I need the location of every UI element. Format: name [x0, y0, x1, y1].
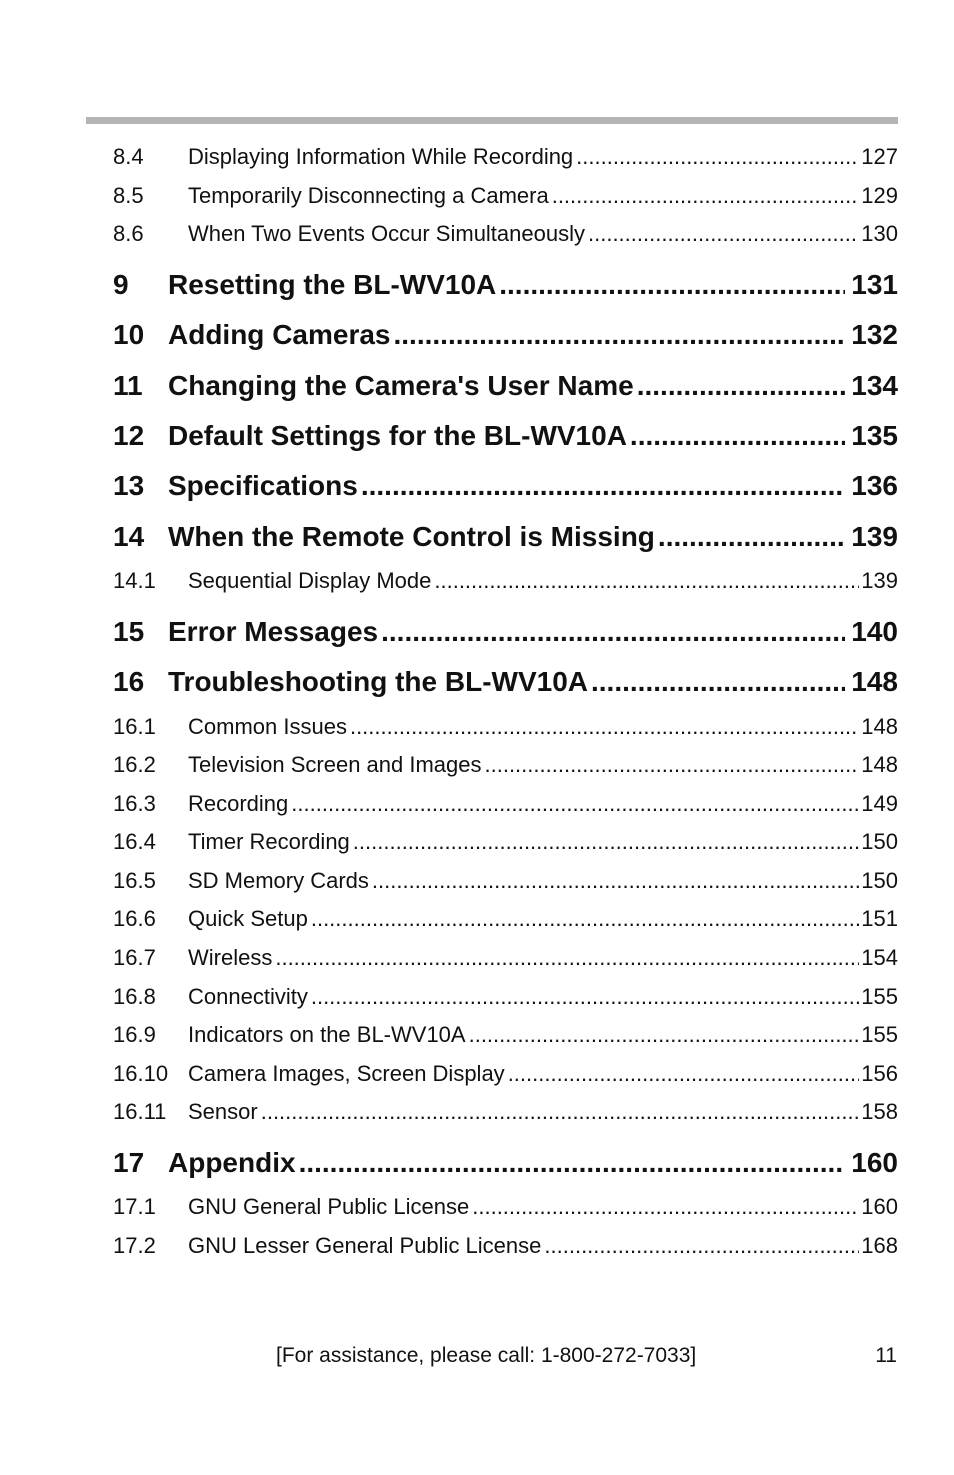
toc-entry-page: 160 — [851, 1147, 898, 1179]
toc-entry-number: 16.4 — [113, 829, 156, 855]
toc-entry[interactable] — [113, 708, 898, 747]
toc-entry-number: 16.9 — [113, 1022, 156, 1048]
toc-entry[interactable] — [113, 746, 898, 785]
dot-leader — [637, 361, 846, 411]
toc-entry-title: Connectivity — [188, 983, 308, 1009]
top-rule — [86, 117, 898, 124]
toc-entry-page: 150 — [861, 829, 898, 855]
dot-leader — [381, 607, 845, 657]
toc-entry-title: Resetting the BL-WV10A — [168, 268, 497, 300]
toc-entry-number: 8.6 — [113, 221, 144, 247]
toc-entry-title: Television Screen and Images — [188, 752, 482, 778]
toc-entry-number: 11 — [113, 369, 143, 401]
dot-leader — [499, 260, 845, 310]
toc-entry[interactable] — [113, 461, 898, 511]
toc-entry[interactable] — [113, 1093, 898, 1132]
toc-entry[interactable] — [113, 260, 898, 310]
toc-entry-number: 17 — [113, 1147, 145, 1179]
dot-leader — [261, 1093, 860, 1132]
toc-entry[interactable] — [113, 785, 898, 824]
toc-entry-page: 151 — [861, 906, 898, 932]
toc-entry-number: 16.6 — [113, 906, 156, 932]
toc-entry-number: 16.11 — [113, 1099, 167, 1125]
toc-entry-page: 129 — [861, 182, 898, 208]
toc-entry-page: 130 — [861, 221, 898, 247]
toc-entry-title: Quick Setup — [188, 906, 308, 932]
toc-entry-number: 16.1 — [113, 713, 156, 739]
dot-leader — [275, 939, 859, 978]
toc-entry-number: 17.1 — [113, 1194, 156, 1220]
toc-entry-title: Sequential Display Mode — [188, 568, 432, 594]
toc-entry-number: 16 — [113, 666, 145, 698]
toc-entry-number: 10 — [113, 319, 145, 351]
toc-entry[interactable] — [113, 823, 898, 862]
toc-entry-page: 168 — [861, 1233, 898, 1259]
toc-entry-number: 12 — [113, 419, 145, 451]
toc-entry-title: Changing the Camera's User Name — [168, 369, 634, 401]
toc-entry-title: Error Messages — [168, 615, 379, 647]
toc-entry-title: Appendix — [168, 1147, 296, 1179]
dot-leader — [372, 862, 859, 901]
toc-entry-title: Temporarily Disconnecting a Camera — [188, 182, 549, 208]
toc-entry-title: Camera Images, Screen Display — [188, 1060, 505, 1086]
toc-entry-page: 139 — [861, 568, 898, 594]
toc-entry-number: 16.5 — [113, 867, 156, 893]
toc-entry-page: 155 — [861, 1022, 898, 1048]
dot-leader — [552, 177, 860, 216]
dot-leader — [588, 215, 859, 254]
dot-leader — [591, 657, 845, 707]
dot-leader — [630, 411, 845, 461]
dot-leader — [485, 746, 860, 785]
toc-entry-title: Troubleshooting the BL-WV10A — [168, 666, 588, 698]
toc-entry[interactable] — [113, 862, 898, 901]
dot-leader — [353, 823, 859, 862]
toc-entry-page: 135 — [851, 419, 898, 451]
toc-entry-page: 158 — [861, 1099, 898, 1125]
toc-entry-number: 8.5 — [113, 182, 144, 208]
toc-entry[interactable] — [113, 138, 898, 177]
toc-entry-title: Indicators on the BL-WV10A — [188, 1022, 466, 1048]
toc-entry[interactable] — [113, 512, 898, 562]
toc-entry-page: 134 — [851, 369, 898, 401]
toc-entry[interactable] — [113, 310, 898, 360]
toc-entry-title: SD Memory Cards — [188, 867, 369, 893]
toc-entry-page: 139 — [851, 520, 898, 552]
toc-entry-page: 154 — [861, 945, 898, 971]
page-number: 11 — [875, 1344, 897, 1367]
toc-entry[interactable] — [113, 978, 898, 1017]
toc-entry-page: 140 — [851, 615, 898, 647]
toc-entry-title: Timer Recording — [188, 829, 350, 855]
toc-entry-page: 127 — [861, 144, 898, 169]
toc-entry[interactable] — [113, 607, 898, 657]
dot-leader — [508, 1055, 860, 1094]
table-of-contents — [113, 138, 898, 1266]
assistance-phone-text: [For assistance, please call: 1-800-272-7033] — [276, 1344, 697, 1367]
toc-entry-number: 16.8 — [113, 983, 156, 1009]
dot-leader — [299, 1138, 846, 1188]
toc-entry[interactable] — [113, 1016, 898, 1055]
toc-entry[interactable] — [113, 1055, 898, 1094]
toc-entry-title: Displaying Information While Recording — [188, 144, 574, 169]
toc-entry-title: Common Issues — [188, 713, 347, 739]
dot-leader — [469, 1016, 860, 1055]
toc-entry-page: 150 — [861, 867, 898, 893]
toc-entry[interactable] — [113, 361, 898, 411]
dot-leader — [472, 1188, 859, 1227]
toc-entry-number: 16.2 — [113, 752, 156, 778]
dot-leader — [544, 1227, 859, 1266]
toc-entry[interactable] — [113, 1227, 898, 1266]
toc-entry-title: GNU Lesser General Public License — [188, 1233, 542, 1259]
toc-entry-page: 156 — [861, 1060, 898, 1086]
toc-entry-title: Default Settings for the BL-WV10A — [168, 419, 627, 451]
toc-entry-title: When Two Events Occur Simultaneously — [188, 221, 585, 247]
toc-entry[interactable] — [113, 215, 898, 254]
toc-entry-number: 16.3 — [113, 790, 156, 816]
toc-entry-number: 15 — [113, 615, 145, 647]
toc-entry-number: 17.2 — [113, 1233, 156, 1259]
toc-entry-title: Adding Cameras — [168, 319, 391, 351]
toc-entry-page: 131 — [851, 268, 898, 300]
toc-entry-title: Recording — [188, 790, 289, 816]
dot-leader — [576, 138, 859, 177]
toc-entry-title: Sensor — [188, 1099, 258, 1125]
toc-entry-page: 148 — [861, 713, 898, 739]
toc-entry-page: 132 — [851, 319, 898, 351]
toc-entry-title: Wireless — [188, 945, 273, 971]
dot-leader — [291, 785, 859, 824]
toc-entry-page: 160 — [861, 1194, 898, 1220]
toc-entry-number: 16.7 — [113, 945, 156, 971]
dot-leader — [311, 978, 859, 1017]
toc-entry[interactable] — [113, 939, 898, 978]
toc-entry-page: 148 — [861, 752, 898, 778]
toc-entry-number: 9 — [113, 268, 129, 300]
dot-leader — [394, 310, 846, 360]
toc-entry[interactable] — [113, 1188, 898, 1227]
toc-entry-page: 148 — [851, 666, 898, 698]
toc-entry[interactable] — [113, 562, 898, 601]
dot-leader — [658, 512, 845, 562]
toc-entry-page: 136 — [851, 470, 898, 502]
dot-leader — [361, 461, 845, 511]
toc-entry[interactable] — [113, 1138, 898, 1188]
dot-leader — [350, 708, 859, 747]
toc-entry[interactable] — [113, 177, 898, 216]
toc-entry[interactable] — [113, 411, 898, 461]
toc-entry-number: 16.10 — [113, 1060, 169, 1086]
dot-leader — [434, 562, 859, 601]
toc-entry-number: 14 — [113, 520, 145, 552]
toc-entry[interactable] — [113, 900, 898, 939]
toc-entry-number: 14.1 — [113, 568, 156, 594]
dot-leader — [311, 900, 859, 939]
toc-entry-number: 13 — [113, 470, 145, 502]
toc-entry-title: GNU General Public License — [188, 1194, 470, 1220]
toc-entry-page: 155 — [861, 983, 898, 1009]
toc-entry-title: Specifications — [168, 470, 358, 502]
toc-entry-number: 8.4 — [113, 144, 144, 169]
toc-entry[interactable] — [113, 657, 898, 707]
toc-entry-title: When the Remote Control is Missing — [168, 520, 655, 552]
toc-entry-page: 149 — [861, 790, 898, 816]
